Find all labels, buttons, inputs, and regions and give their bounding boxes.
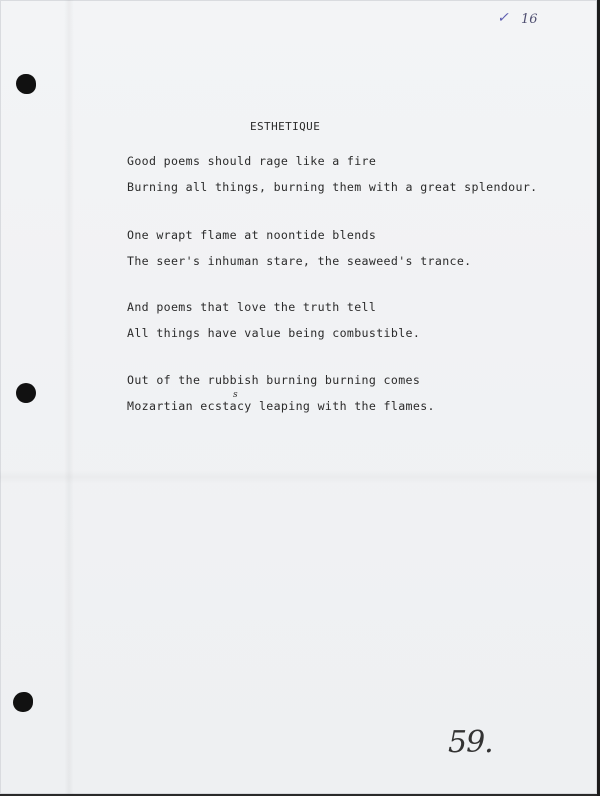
poem-line-1: Good poems should rage like a fire: [127, 154, 377, 168]
punch-hole-top: [16, 74, 36, 94]
punch-hole-middle: [16, 383, 36, 403]
poem-line-2: Burning all things, burning them with a great splendour.: [127, 180, 538, 194]
handwritten-correction: s: [233, 390, 238, 400]
poem-line-6: All things have value being combustible.: [127, 326, 421, 340]
poem-line-7: Out of the rubbish burning burning comes: [127, 373, 421, 387]
paper-crease-horizontal: [0, 470, 597, 484]
poem-line-4: The seer's inhuman stare, the seaweed's trance.: [127, 254, 472, 268]
poem-title: ESTHETIQUE: [250, 120, 321, 133]
poem-line-3: One wrapt flame at noontide blends: [127, 228, 377, 242]
poem-line-5: And poems that love the truth tell: [127, 300, 377, 314]
paper-crease-vertical: [64, 0, 74, 794]
handwritten-page-number: 59.: [448, 725, 493, 760]
poem-line-8: Mozartian ecstacy leaping with the flames.: [127, 399, 435, 413]
check-mark-annotation: ✓: [497, 10, 509, 26]
punch-hole-bottom: [13, 692, 33, 712]
corner-number-annotation: 16: [521, 12, 538, 27]
